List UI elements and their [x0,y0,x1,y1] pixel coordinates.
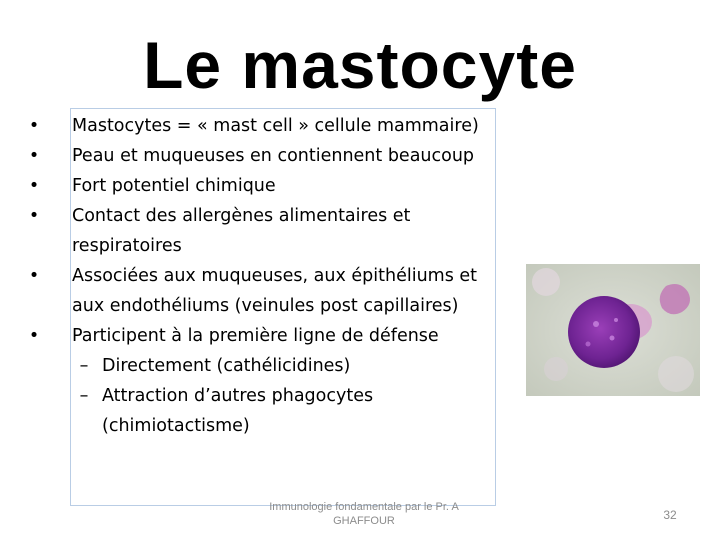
bullet-text: Fort potentiel chimique [72,176,276,196]
bullet-item [24,321,494,351]
bullet-marker: • [28,266,40,286]
bullet-list [24,111,494,441]
slide-title: Le mastocyte [143,28,577,102]
bullet-item [24,171,494,201]
sub-bullet-item [24,351,494,381]
bullet-text: Peau et muqueuses en contiennent beaucoup [72,146,475,166]
bullet-text: Participent à la première ligne de défense [72,326,439,346]
bullet-text: Associées aux muqueuses, aux épithéliums et aux endothéliums (veinules post capillaires) [72,266,478,316]
bullet-marker: • [28,206,40,226]
sub-bullet-text: Attraction d’autres phagocytes (chimiotactisme) [102,386,374,436]
bullet-item [24,261,494,321]
bullet-marker: • [28,176,40,196]
bullet-marker: • [28,146,40,166]
page-number: 32 [663,508,677,522]
bullet-marker: • [28,326,40,346]
sub-bullet-marker: – [79,356,89,376]
slide-footer: Immunologie fondamentale par le Pr. A GHAFFOUR [269,501,459,527]
sub-bullet-marker: – [79,386,89,406]
sub-bullet-item [24,381,494,441]
bullet-marker: • [28,116,40,136]
bullet-text: Contact des allergènes alimentaires et respiratoires [72,206,411,256]
bullet-item [24,141,494,171]
bullet-text: Mastocytes = « mast cell » cellule mammaire) [72,116,479,136]
mast-cell-micrograph [526,264,700,396]
bullet-item [24,111,494,141]
sub-bullet-text: Directement (cathélicidines) [102,356,351,376]
bullet-item [24,201,494,261]
